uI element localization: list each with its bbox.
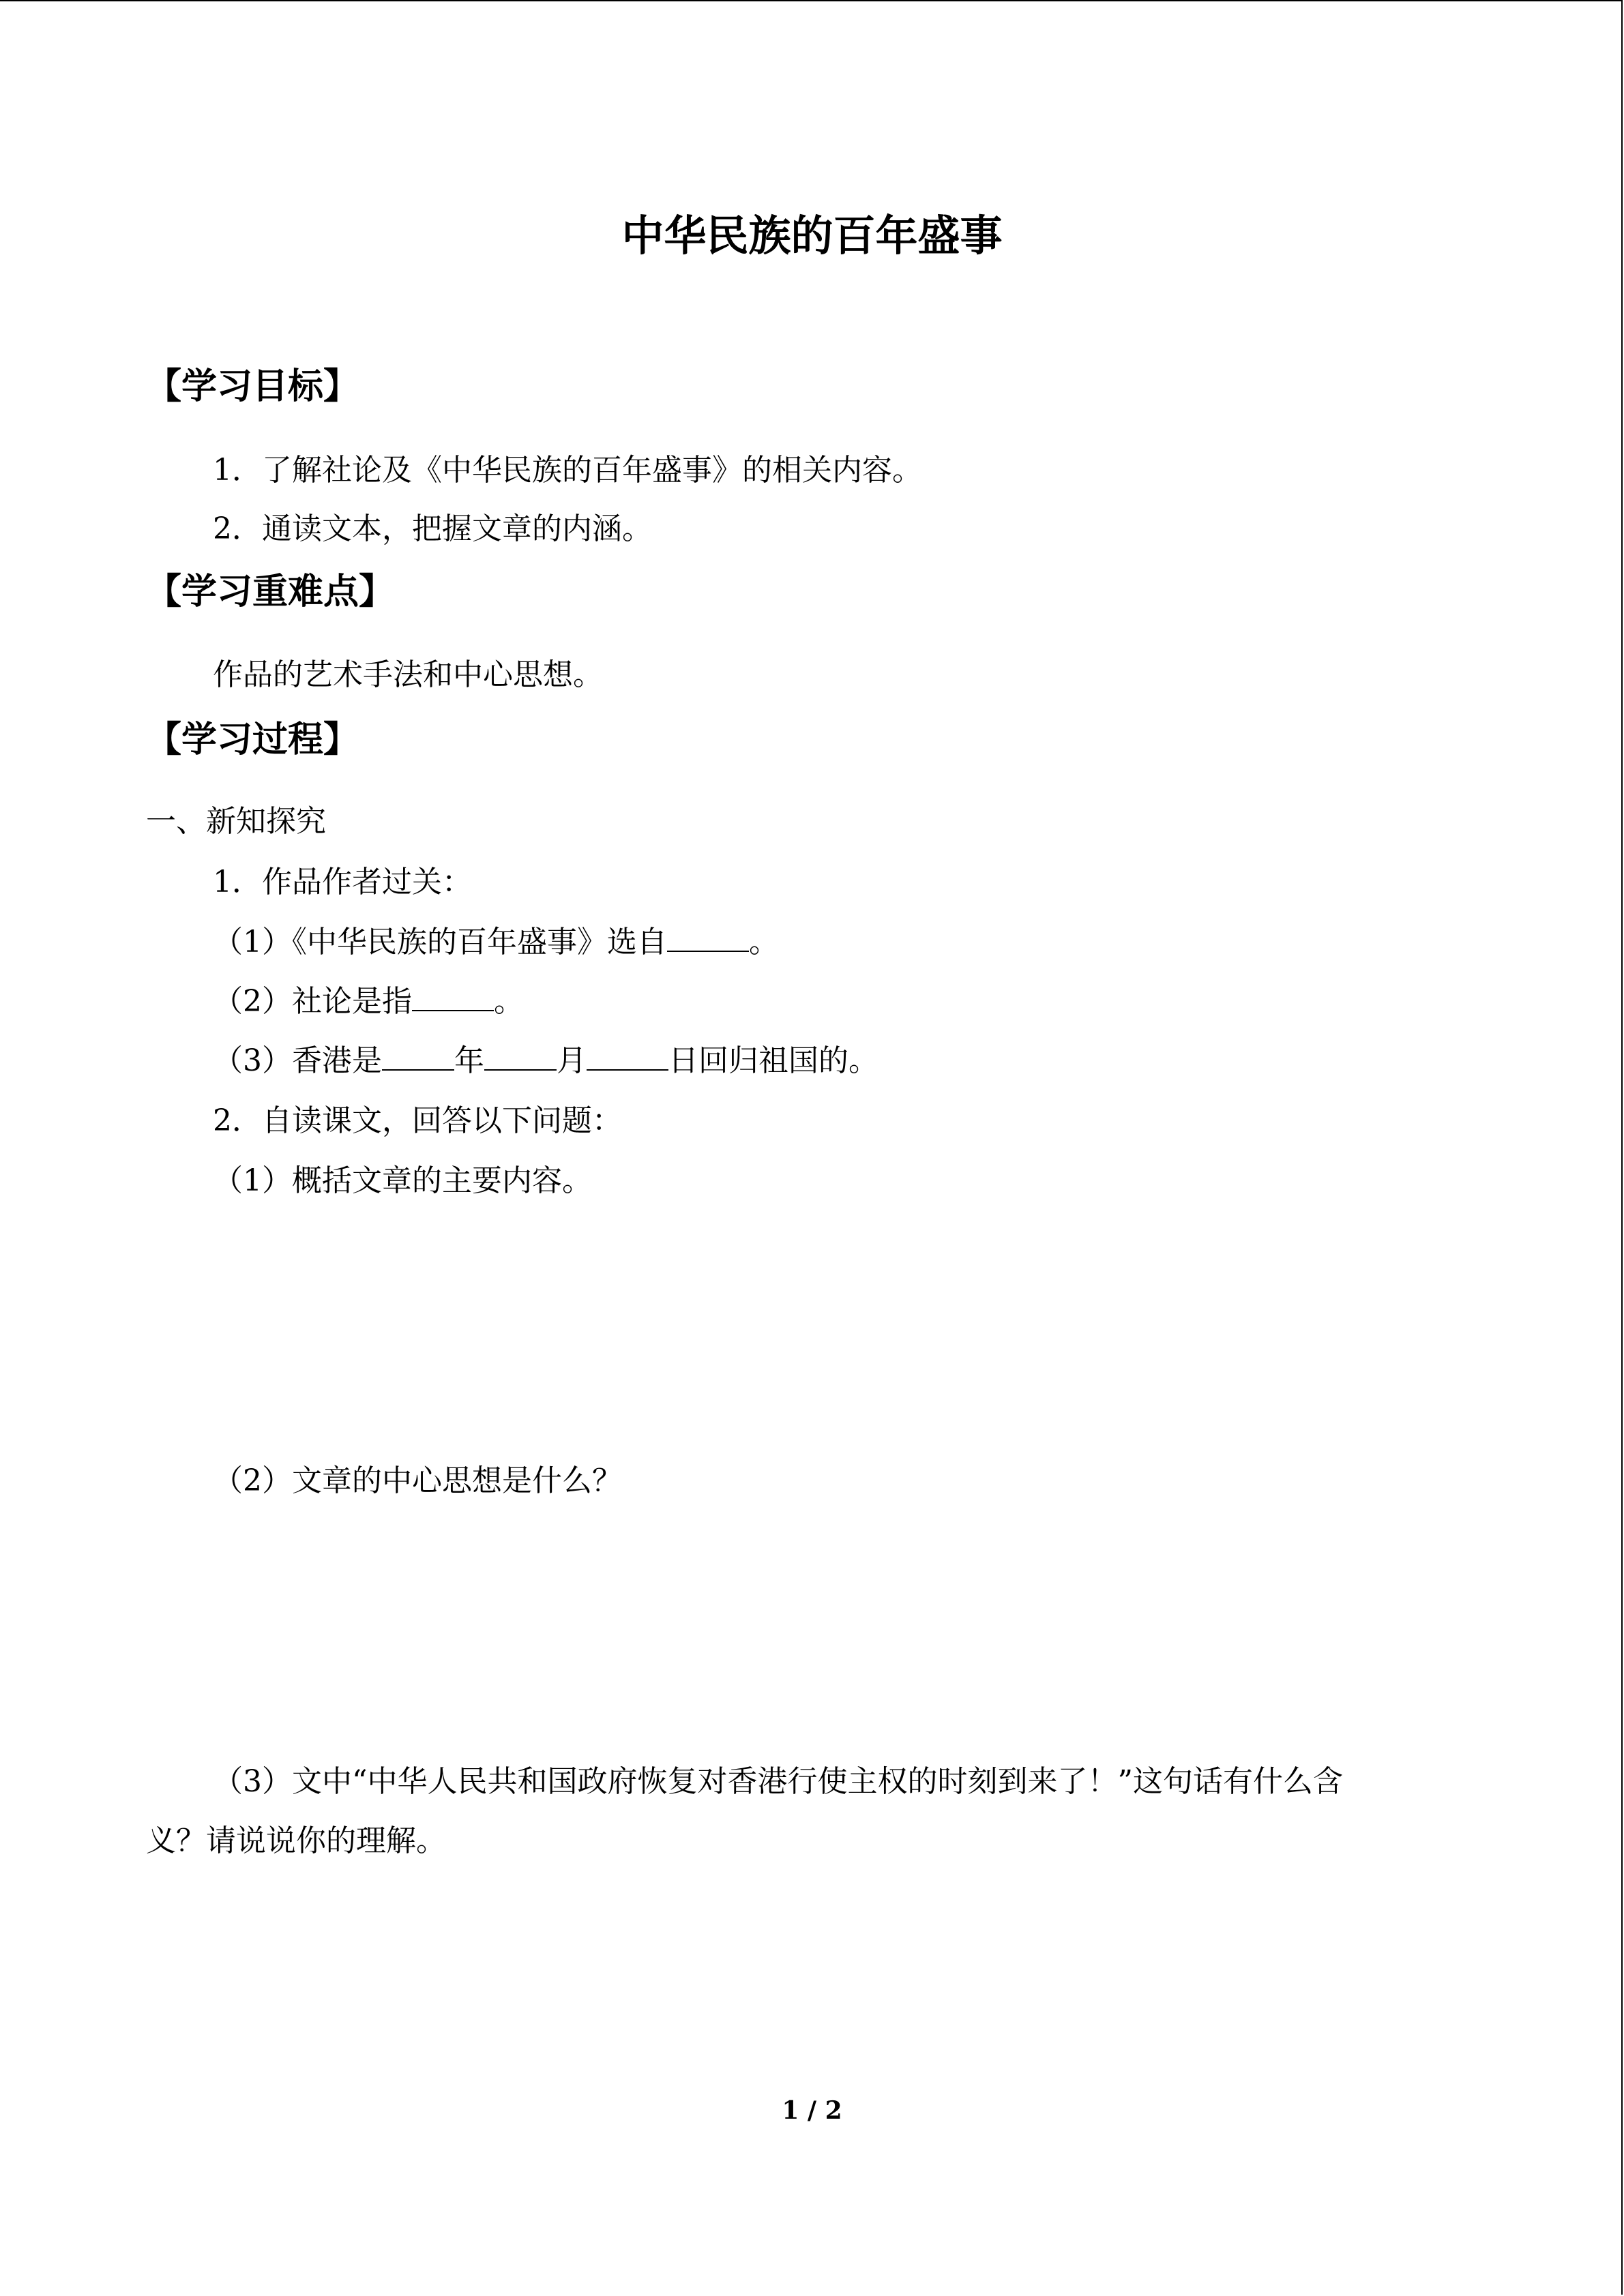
- q1-2-line: [213, 981, 524, 1022]
- q1-3-year: 年: [454, 1043, 484, 1078]
- key-points-heading: 【学习重难点】: [146, 571, 395, 612]
- q1-1-line: [213, 922, 779, 963]
- process-heading: 【学习过程】: [146, 719, 359, 760]
- objective-item-1: 1．了解社论及《中华民族的百年盛事》的相关内容。: [213, 453, 922, 488]
- q1-2-end: 。: [494, 984, 524, 1019]
- q1-3-day-blank[interactable]: [587, 1042, 668, 1071]
- key-points-text: 作品的艺术手法和中心思想。: [213, 657, 603, 692]
- q1-2-text: （2）社论是指: [213, 984, 412, 1019]
- objective-item-2: 2．通读文本，把握文章的内涵。: [213, 511, 652, 546]
- q2-3-question-line1: （3）文中“中华人民共和国政府恢复对香港行使主权的时刻到来了！”这句话有什么含: [213, 1764, 1343, 1799]
- part1-label: 一、新知探究: [146, 804, 326, 839]
- q1-2-blank[interactable]: [412, 983, 494, 1011]
- q1-1-end: 。: [749, 925, 779, 959]
- page-number: 1 / 2: [782, 2096, 842, 2125]
- objectives-heading: 【学习目标】: [146, 366, 359, 407]
- page-title: 中华民族的百年盛事: [621, 211, 1003, 260]
- q1-1-text: （1）《中华民族的百年盛事》选自: [213, 925, 667, 959]
- q2-3-question-line2: 义？请说说你的理解。: [146, 1823, 446, 1858]
- q2-1-question: （1）概括文章的主要内容。: [213, 1163, 592, 1198]
- q2-2-question: （2）文章的中心思想是什么？: [213, 1463, 622, 1498]
- q1-3-day: 日回归祖国的。: [668, 1043, 879, 1078]
- q1-3-month: 月: [557, 1043, 587, 1078]
- q1-1-blank[interactable]: [667, 923, 749, 952]
- q1-3-text: （3）香港是: [213, 1043, 382, 1078]
- q1-3-year-blank[interactable]: [382, 1042, 454, 1071]
- q1-3-month-blank[interactable]: [484, 1042, 557, 1071]
- q1-label: 1．作品作者过关：: [213, 865, 472, 899]
- q2-label: 2．自读课文，回答以下问题：: [213, 1103, 622, 1138]
- q1-3-line: [213, 1041, 879, 1082]
